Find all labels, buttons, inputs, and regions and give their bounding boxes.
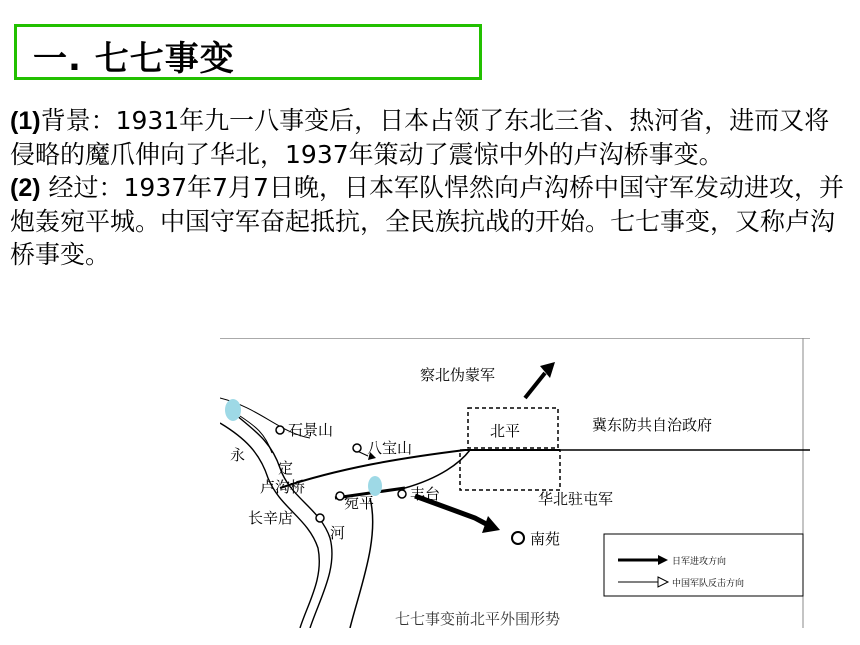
label-huabei: 华北驻屯军	[538, 490, 614, 508]
wanping-marker	[336, 492, 344, 500]
slide-title: 一. 七七事变	[33, 39, 235, 79]
nanyuan-marker	[512, 532, 524, 544]
label-wanping: 宛平	[344, 494, 375, 512]
legend-label-japanese: 日军进攻方向	[672, 557, 727, 567]
fengtai-marker	[398, 490, 406, 498]
paragraph-1-text: 背景：1931年九一八事变后，日本占领了东北三省、热河省，进而又将侵略的魔爪伸向了华北，1937年策动了震惊中外的卢沟桥事变。	[10, 106, 830, 169]
body-text	[10, 104, 852, 271]
map-caption: 七七事变前北平外围形势	[395, 610, 561, 628]
label-yong: 永	[230, 446, 246, 464]
paragraph-1-lead: (1)	[10, 107, 41, 135]
paragraph-2-lead: (2)	[10, 174, 41, 202]
shijingshan-marker	[276, 426, 284, 434]
label-chahar: 察北伪蒙军	[420, 366, 496, 384]
label-nanyuan: 南苑	[530, 530, 561, 548]
label-babaoshan: 八宝山	[367, 439, 413, 457]
paragraph-1	[10, 106, 829, 169]
label-ding: 定	[278, 459, 294, 477]
label-beiping: 北平	[490, 422, 521, 440]
changxindian-marker	[316, 514, 324, 522]
legend-label-chinese: 中国军队反击方向	[672, 579, 745, 589]
label-shijingshan: 石景山	[288, 421, 334, 439]
label-jidong: 冀东防共自治政府	[592, 416, 713, 434]
label-changxindian: 长辛店	[248, 509, 294, 527]
label-fengtai: 丰台	[410, 485, 441, 503]
label-lugouqiao: 卢沟桥	[260, 478, 306, 496]
paragraph-2	[10, 173, 844, 269]
beiping-map	[220, 338, 810, 628]
babaoshan-marker	[353, 444, 361, 452]
title-box	[14, 24, 482, 80]
highlight-marker-2	[368, 476, 382, 496]
paragraph-2-text: 经过：1937年7月7日晚，日本军队悍然向卢沟桥中国守军发动进攻，并炮轰宛平城。中国守军奋起抵抗，全民族抗战的开始。七七事变，又称卢沟桥事变。	[10, 173, 844, 269]
highlight-marker-1	[225, 399, 241, 421]
label-he: 河	[330, 524, 346, 542]
